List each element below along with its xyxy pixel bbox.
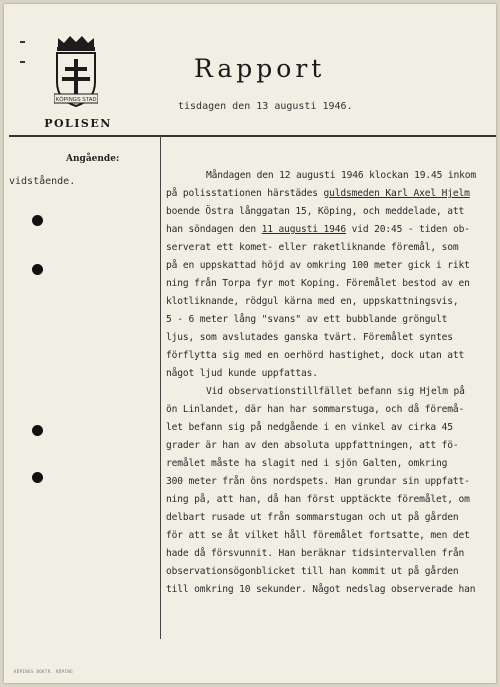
report-body [166,167,492,599]
body-line [166,437,492,455]
subject-label: Angående: [66,154,120,164]
body-text: 5 - 6 meter lång "svans" av ett bubblande gröngult [166,314,448,325]
body-text: observationsögonblicket till han kommit ut på gården [166,566,459,577]
body-text: delbart rusade ut från sommarstugan och ut på gården [166,512,459,523]
body-text: på en uppskattad höjd av omkring 100 meter gick i rikt [166,260,470,271]
body-line [166,509,492,527]
body-text: Vid observationstillfället befann sig Hjelm på [206,386,465,397]
report-page [4,4,496,683]
binder-hole [32,215,43,226]
body-text: boende Östra långgatan 15, Köping, och meddelade, att [166,206,465,217]
body-text: på polisstationen härstädes [166,188,324,199]
body-text: förflytta sig med en oerhörd hastighet, dock utan att [166,350,465,361]
margin-tick-mark [20,41,25,43]
body-text: ön Linlandet, där han har sommarstuga, och då föremå- [166,404,465,415]
body-text: ning från Torpa fyr mot Koping. Föremålet bestod av en [166,278,470,289]
binder-hole [32,264,43,275]
subject-value: vidstående. [9,176,76,187]
header-divider [9,135,496,137]
binder-hole [32,472,43,483]
body-line [166,563,492,581]
city-coat-of-arms-icon [54,34,98,108]
report-title: Rapport [194,54,326,83]
body-text: 300 meter från öns nordspets. Han grundar sin uppfatt- [166,476,470,487]
body-line [166,383,492,401]
body-line [166,239,492,257]
body-text: han söndagen den [166,224,262,235]
printer-imprint: KÖPINGS BOKTR. KÖPING [14,669,73,674]
body-line [166,401,492,419]
body-line [166,311,492,329]
report-date: tisdagen den 13 augusti 1946. [178,101,353,112]
body-text: serverat ett komet- eller raketliknande föremål, som [166,242,459,253]
body-line [166,293,492,311]
body-text: hade då försvunnit. Han beräknar tidsintervallen från [166,548,465,559]
margin-tick-mark [20,61,25,63]
body-text: till omkring 10 sekunder. Något nedslag observerade han [166,584,476,595]
body-line [166,203,492,221]
body-line [166,527,492,545]
margin-divider [160,135,161,639]
body-line [166,221,492,239]
body-line [166,365,492,383]
underlined-text: guldsmeden Karl Axel Hjelm [323,188,470,199]
body-text: något ljud kunde uppfattas. [166,368,318,379]
body-line [166,329,492,347]
organization-name: POLISEN [44,117,112,130]
body-line [166,455,492,473]
body-line [166,185,492,203]
underlined-text: 11 augusti 1946 [261,224,347,235]
body-line [166,167,492,185]
body-text: grader är han av den absoluta uppfattningen, att fö- [166,440,459,451]
body-text: ljus, som avslutades ganska tvärt. Föremålet syntes [166,332,453,343]
body-line [166,491,492,509]
crest-banner-text: KÖPINGS STAD [55,97,97,103]
body-text: let befann sig på nedgående i en vinkel av cirka 45 [166,422,453,433]
body-line [166,545,492,563]
body-text: ning på, att han, då han först upptäckte föremålet, om [166,494,470,505]
body-line [166,419,492,437]
body-line [166,347,492,365]
binder-hole [32,425,43,436]
body-line [166,275,492,293]
body-text: Måndagen den 12 augusti 1946 klockan 19.45 inkom [206,170,477,181]
body-text: vid 20:45 - tiden ob- [346,224,470,235]
body-line [166,473,492,491]
body-text: klotliknande, rödgul kärna med en, uppskattningsvis, [166,296,459,307]
body-line [166,257,492,275]
body-text: remålet måste ha slagit ned i sjön Galten, omkring [166,458,448,469]
body-line [166,581,492,599]
body-text: för att se åt vilket håll föremålet fortsatte, men det [166,530,470,541]
